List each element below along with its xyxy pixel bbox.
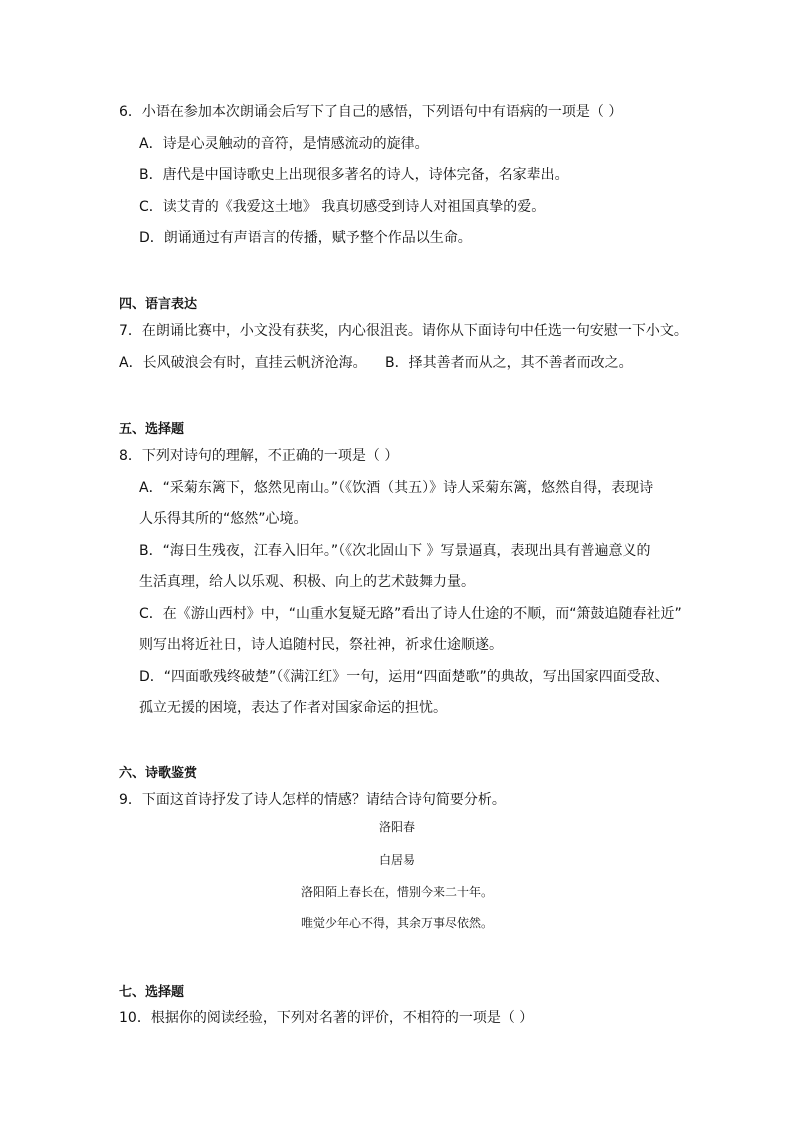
question-8-stem: 8．下列对诗句的理解，不正确的一项是（ ） <box>119 448 399 464</box>
section-5-heading: 五、选择题 <box>119 422 185 437</box>
question-6-stem: 6．小语在参加本次朗诵会后写下了自己的感悟，下列语句中有语病的一项是（ ） <box>119 104 623 120</box>
section-7-heading: 七、选择题 <box>119 985 185 1000</box>
question-8-option-a-line-1: A．“采菊东篱下，悠然见南山。”（《饮酒（其五）》诗人采菊东篱，悠然自得，表现诗 <box>139 480 654 496</box>
question-9-stem: 9．下面这首诗抒发了诗人怎样的情感？请结合诗句简要分析。 <box>119 792 506 808</box>
section-6-heading: 六、诗歌鉴赏 <box>119 766 198 781</box>
question-6-option-d: D．朗诵通过有声语言的传播，赋予整个作品以生命。 <box>139 230 472 246</box>
question-7-option-a: A．长风破浪会有时，直挂云帆济沧海。 <box>119 355 367 371</box>
poem-author: 白居易 <box>378 853 415 867</box>
question-8-option-d-line-1: D．“四面歌残终破楚”（《满江红》一句，运用“四面楚歌”的典故，写出国家四面受敌、 <box>139 669 669 685</box>
question-6-option-a: A．诗是心灵触动的音符，是情感流动的旋律。 <box>139 136 429 152</box>
section-4-heading: 四、语言表达 <box>119 297 198 312</box>
question-7-stem: 7．在朗诵比赛中，小文没有获奖，内心很沮丧。请你从下面诗句中任选一句安慰一下小文。 <box>119 323 688 339</box>
question-7-option-b: B．择其善者而从之，其不善者而改之。 <box>385 355 633 371</box>
question-8-option-d-line-2: 孤立无援的困境，表达了作者对国家命运的担忧。 <box>139 700 447 716</box>
question-8-option-c-line-2: 则写出将近社日，诗人追随村民，祭社神，祈求仕途顺遂。 <box>139 637 503 653</box>
poem-line-1: 洛阳陌上春长在，惜别今来二十年。 <box>300 885 493 899</box>
question-8-option-a-line-2: 人乐得其所的“悠然”心境。 <box>139 511 308 527</box>
question-10-stem: 10．根据你的阅读经验，下列对名著的评价，不相符的一项是（ ） <box>119 1010 534 1026</box>
question-8-option-c-line-1: C．在《游山西村》中，“山重水复疑无路”看出了诗人仕途的不顺，而“箫鼓追随春社近” <box>139 606 682 622</box>
poem-line-2: 唯觉少年心不得，其余万事尽依然。 <box>300 916 493 930</box>
poem-title: 洛阳春 <box>378 820 415 834</box>
question-8-option-b-line-1: B．“海日生残夜，江春入旧年。”（《次北固山下 》写景逼真，表现出具有普遍意义的 <box>139 543 651 559</box>
question-8-option-b-line-2: 生活真理，给人以乐观、积极、向上的艺术鼓舞力量。 <box>139 574 475 590</box>
question-6-option-b: B．唐代是中国诗歌史上出现很多著名的诗人，诗体完备，名家辈出。 <box>139 167 569 183</box>
question-6-option-c: C．读艾青的《我爱这土地》 我真切感受到诗人对祖国真挚的爱。 <box>139 199 546 215</box>
